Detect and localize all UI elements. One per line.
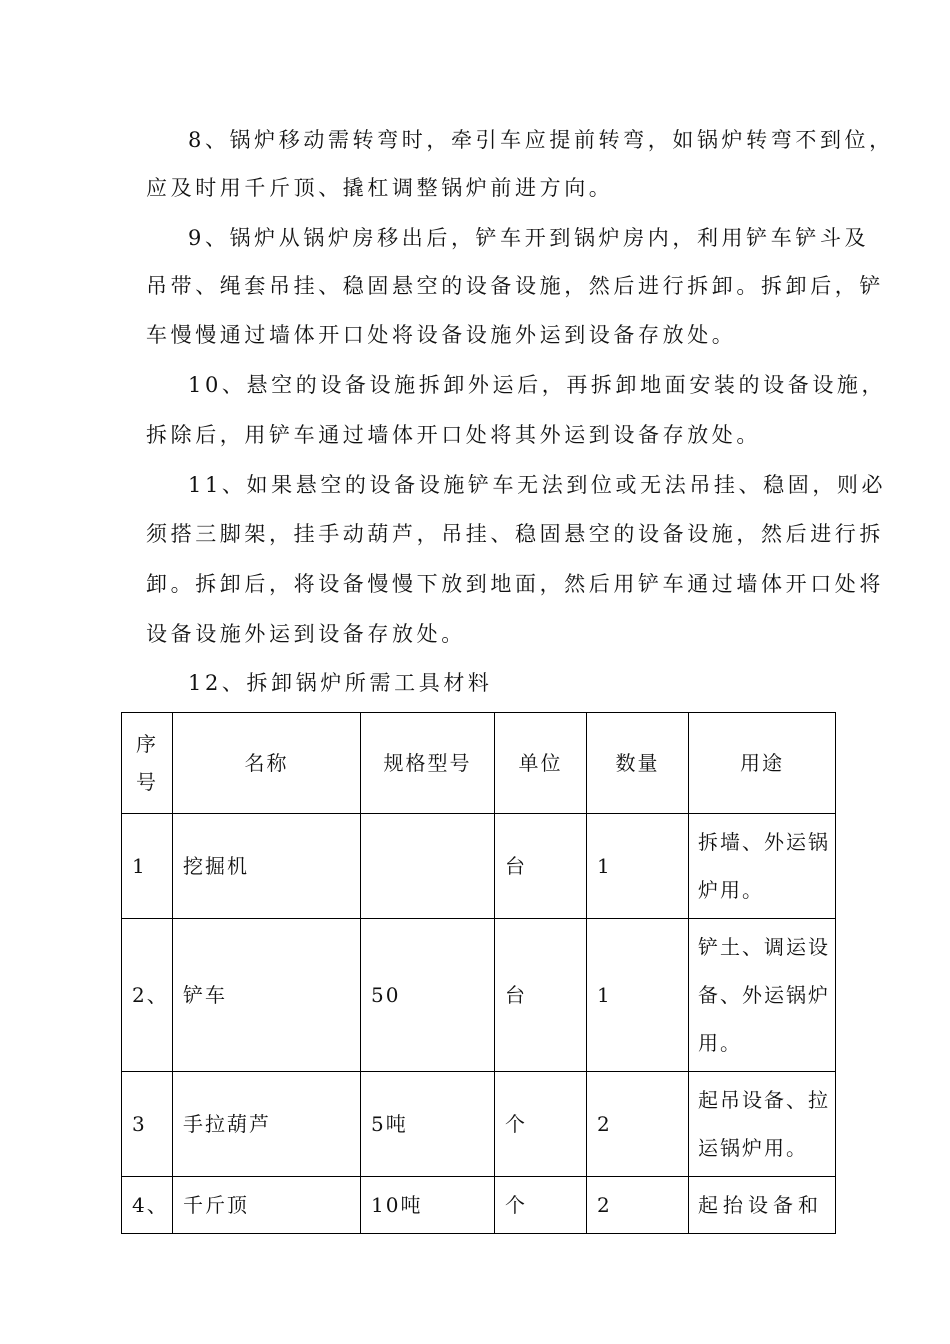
- paragraph-11-line-2: 须搭三脚架，挂手动葫芦，吊挂、稳固悬空的设备设施，然后进行拆: [146, 522, 884, 546]
- table-row: [122, 1177, 836, 1234]
- header-qty: 数量: [587, 713, 689, 814]
- paragraph-9-line-2: 吊带、绳套吊挂、稳固悬空的设备设施，然后进行拆卸。拆卸后，铲: [146, 274, 884, 298]
- cell-spec: [361, 814, 495, 919]
- cell-qty: 2: [587, 1072, 689, 1177]
- header-name: 名称: [173, 713, 361, 814]
- table-row: [122, 814, 836, 919]
- cell-qty: 1: [587, 919, 689, 1072]
- table-row: [122, 1072, 836, 1177]
- paragraph-11-line-3: 卸。拆卸后，将设备慢慢下放到地面，然后用铲车通过墙体开口处将: [146, 572, 884, 596]
- paragraph-11-line-1: 11、如果悬空的设备设施铲车无法到位或无法吊挂、稳固，则必: [188, 473, 887, 497]
- cell-unit: 个: [495, 1072, 587, 1177]
- cell-spec: 5吨: [361, 1072, 495, 1177]
- paragraph-9-line-3: 车慢慢通过墙体开口处将设备设施外运到设备存放处。: [146, 323, 737, 347]
- header-seq-line-2: 号: [136, 770, 158, 794]
- header-unit: 单位: [495, 713, 587, 814]
- paragraph-11-line-4: 设备设施外运到设备存放处。: [146, 622, 466, 646]
- header-seq: [122, 713, 173, 814]
- table-row: [122, 919, 836, 1072]
- cell-name: 千斤顶: [173, 1177, 361, 1234]
- cell-unit: 台: [495, 814, 587, 919]
- cell-spec: 10吨: [361, 1177, 495, 1234]
- cell-seq: 2、: [122, 919, 173, 1072]
- header-seq-line-1: 序: [136, 732, 158, 756]
- cell-use: 铲土、调运设备、外运锅炉用。: [689, 919, 836, 1072]
- cell-use: 起吊设备、拉运锅炉用。: [689, 1072, 836, 1177]
- paragraph-8-line-2: 应及时用千斤顶、撬杠调整锅炉前进方向。: [146, 176, 614, 200]
- cell-seq: 1: [122, 814, 173, 919]
- paragraph-10-line-2: 拆除后，用铲车通过墙体开口处将其外运到设备存放处。: [146, 423, 761, 447]
- cell-name: 铲车: [173, 919, 361, 1072]
- table-caption: 12、拆卸锅炉所需工具材料: [188, 671, 493, 695]
- paragraph-10-line-1: 10、悬空的设备设施拆卸外运后，再拆卸地面安装的设备设施，: [188, 373, 887, 397]
- cell-seq: 3: [122, 1072, 173, 1177]
- tools-materials-table: [121, 712, 836, 1234]
- paragraph-8-line-1: 8、锅炉移动需转弯时，牵引车应提前转弯，如锅炉转弯不到位，: [188, 128, 894, 152]
- cell-use: 拆墙、外运锅炉用。: [689, 814, 836, 919]
- table-header-row: [122, 713, 836, 814]
- paragraph-9-line-1: 9、锅炉从锅炉房移出后，铲车开到锅炉房内，利用铲车铲斗及: [188, 226, 870, 250]
- cell-unit: 个: [495, 1177, 587, 1234]
- cell-spec: 50: [361, 919, 495, 1072]
- cell-use: 起抬设备和: [689, 1177, 836, 1234]
- cell-name: 挖掘机: [173, 814, 361, 919]
- cell-qty: 1: [587, 814, 689, 919]
- header-use: 用途: [689, 713, 836, 814]
- cell-qty: 2: [587, 1177, 689, 1234]
- cell-name: 手拉葫芦: [173, 1072, 361, 1177]
- cell-seq: 4、: [122, 1177, 173, 1234]
- cell-unit: 台: [495, 919, 587, 1072]
- header-spec: 规格型号: [361, 713, 495, 814]
